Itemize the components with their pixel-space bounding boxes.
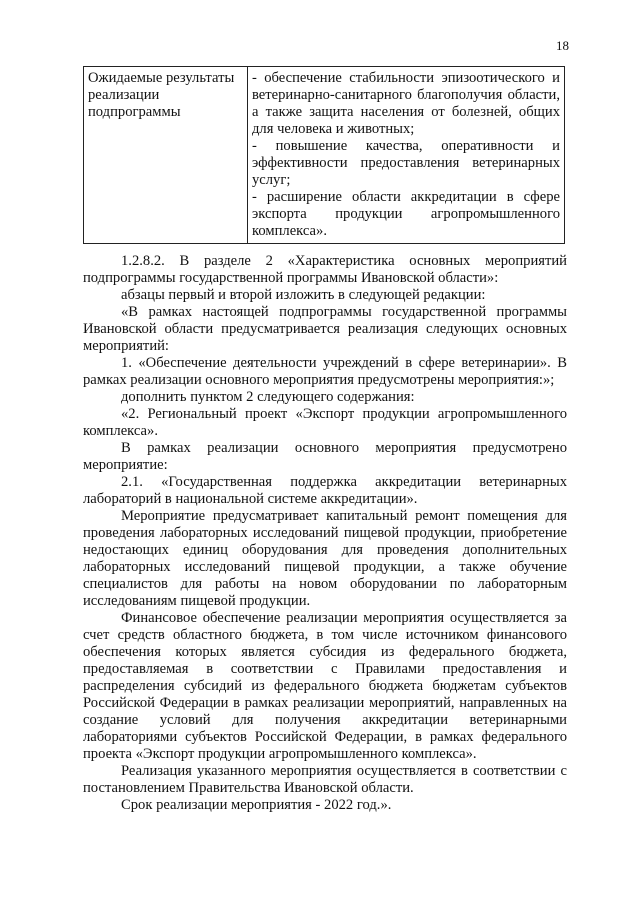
table-label-cell: Ожидаемые результаты реализации подпрограммы — [84, 67, 248, 244]
table-row — [84, 67, 565, 244]
page-number: 18 — [556, 38, 569, 53]
table-content-cell — [248, 67, 565, 244]
table-item: - расширение области аккредитации в сфере экспорта продукции агропромышленного комплекса». — [252, 189, 560, 239]
paragraph: 1. «Обеспечение деятельности учреждений в сфере ветеринарии». В рамках реализации основного мероприятия предусмотрены мероприятия:»; — [83, 355, 567, 388]
paragraph: абзацы первый и второй изложить в следующей редакции: — [121, 287, 486, 303]
paragraph: «В рамках настоящей подпрограммы государственной программы Ивановской области предусматривается реализация следующих основных мероприятий: — [83, 304, 567, 354]
document-body — [83, 253, 567, 814]
results-table — [83, 66, 565, 244]
paragraph: Финансовое обеспечение реализации мероприятия осуществляется за счет средств областного бюджета, в том числе источником финансового обеспечения которых является субсидия из федерального бюджета, предоставляемая в соответствии с Правилами предоставления и распределения субсидий из федерального бюджета бюджетам субъектов Российской Федерации в рамках реализации мероприятий, направленных на создание условий для получения аккредитации ветеринарными лабораториями субъектов Российской Федерации, в рамках федерального проекта «Экспорт продукции агропромышленного комплекса». — [83, 610, 567, 762]
paragraph: 1.2.8.2. В разделе 2 «Характеристика основных мероприятий подпрограммы государственной программы Ивановской области»: — [83, 253, 567, 286]
table-item: - повышение качества, оперативности и эффективности предоставления ветеринарных услуг; — [252, 138, 560, 188]
paragraph: «2. Региональный проект «Экспорт продукции агропромышленного комплекса». — [83, 406, 567, 439]
paragraph: Срок реализации мероприятия - 2022 год.». — [121, 797, 392, 813]
paragraph: В рамках реализации основного мероприятия предусмотрено мероприятие: — [83, 440, 567, 473]
paragraph: дополнить пунктом 2 следующего содержания: — [121, 389, 415, 405]
paragraph: 2.1. «Государственная поддержка аккредитации ветеринарных лабораторий в национальной системе аккредитации». — [83, 474, 567, 507]
paragraph: Мероприятие предусматривает капитальный ремонт помещения для проведения лабораторных исследований пищевой продукции, приобретение недостающих единиц оборудования для проведения дополнительных лабораторных исследований пищевой продукции, а также обучение специалистов для работы на новом оборудовании по лабораторным исследованиям пищевой продукции. — [83, 508, 567, 609]
table-item: - обеспечение стабильности эпизоотического и ветеринарно-санитарного благополучия области, а также защита населения от болезней, общих для человека и животных; — [252, 70, 560, 137]
paragraph: Реализация указанного мероприятия осуществляется в соответствии с постановлением Правительства Ивановской области. — [83, 763, 567, 796]
